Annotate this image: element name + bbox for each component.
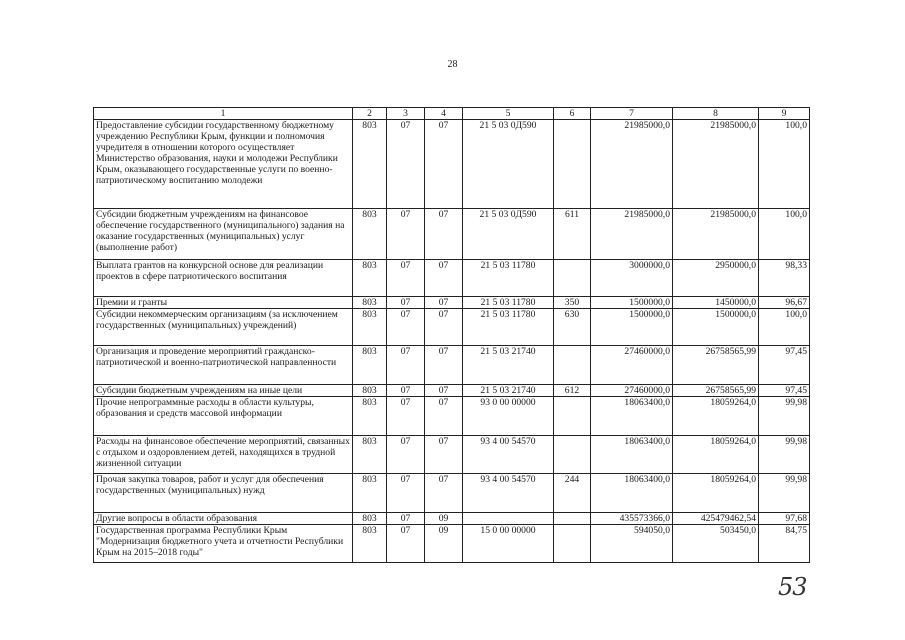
cell-target-article: 93 4 00 54570 [463,436,554,474]
cell-chapter: 803 [353,385,387,397]
column-header: 6 [554,108,591,120]
cell-percent: 99,98 [759,436,810,474]
column-header: 5 [463,108,554,120]
cell-section: 07 [387,474,425,513]
cell-plan: 18063400,0 [591,397,673,436]
row-name: Субсидии некоммерческим организациям (за исключением государственных (муниципальных) учреждений) [94,309,353,346]
table-row [94,525,810,563]
cell-subsection: 09 [425,525,463,563]
column-header: 3 [387,108,425,120]
cell-plan: 594050,0 [591,525,673,563]
cell-subsection: 07 [425,260,463,297]
row-name: Расходы на финансовое обеспечение мероприятий, связанных с отдыхом и оздоровлением детей, находящихся в трудной жизненной ситуации [94,436,353,474]
cell-section: 07 [387,385,425,397]
cell-plan: 435573366,0 [591,513,673,525]
cell-expense-type [554,120,591,209]
budget-table [93,107,810,563]
column-header: 7 [591,108,673,120]
cell-actual: 26758565,99 [673,346,759,385]
cell-subsection: 07 [425,436,463,474]
table-row [94,397,810,436]
cell-target-article: 21 5 03 0Д590 [463,209,554,260]
cell-target-article: 21 5 03 0Д590 [463,120,554,209]
cell-subsection: 07 [425,297,463,309]
cell-plan: 1500000,0 [591,309,673,346]
cell-expense-type [554,436,591,474]
cell-section: 07 [387,309,425,346]
cell-subsection: 07 [425,346,463,385]
column-header: 9 [759,108,810,120]
cell-actual: 21985000,0 [673,120,759,209]
table-row [94,260,810,297]
table-row [94,346,810,385]
cell-actual: 1500000,0 [673,309,759,346]
row-name: Предоставление субсидии государственному бюджетному учреждению Республики Крым, функции и полномочия учредителя в отношении которого осуществляет Министерство образования, науки и молодежи Республики Крым, оказывающего государственные услуги по военно-патриотическому воспитанию молодежи [94,120,353,209]
row-name: Государственная программа Республики Крым "Модернизация бюджетного учета и отчетности Республики Крым на 2015–2018 годы" [94,525,353,563]
cell-chapter: 803 [353,397,387,436]
cell-plan: 21985000,0 [591,209,673,260]
cell-chapter: 803 [353,209,387,260]
table-row [94,209,810,260]
cell-chapter: 803 [353,346,387,385]
cell-subsection: 07 [425,120,463,209]
table-row [94,513,810,525]
cell-actual: 1450000,0 [673,297,759,309]
cell-percent: 84,75 [759,525,810,563]
header-row [94,108,810,120]
cell-percent: 99,98 [759,397,810,436]
cell-percent: 96,67 [759,297,810,309]
cell-target-article: 21 5 03 21740 [463,385,554,397]
cell-percent: 98,33 [759,260,810,297]
cell-chapter: 803 [353,309,387,346]
table-row [94,309,810,346]
cell-section: 07 [387,513,425,525]
cell-percent: 97,45 [759,385,810,397]
cell-subsection: 07 [425,385,463,397]
cell-plan: 18063400,0 [591,436,673,474]
row-name: Субсидии бюджетным учреждениям на иные цели [94,385,353,397]
row-name: Выплата грантов на конкурсной основе для реализации проектов в сфере патриотического воспитания [94,260,353,297]
cell-expense-type: 612 [554,385,591,397]
column-header: 4 [425,108,463,120]
row-name: Прочая закупка товаров, работ и услуг для обеспечения государственных (муниципальных) нужд [94,474,353,513]
cell-percent: 97,45 [759,346,810,385]
row-name: Организация и проведение мероприятий гражданско-патриотической и военно-патриотической направленности [94,346,353,385]
cell-actual: 2950000,0 [673,260,759,297]
cell-plan: 27460000,0 [591,385,673,397]
cell-actual: 18059264,0 [673,397,759,436]
table-row [94,474,810,513]
cell-expense-type: 350 [554,297,591,309]
cell-percent: 97,68 [759,513,810,525]
cell-chapter: 803 [353,297,387,309]
cell-chapter: 803 [353,474,387,513]
cell-target-article: 21 5 03 11780 [463,260,554,297]
cell-plan: 18063400,0 [591,474,673,513]
cell-target-article: 15 0 00 00000 [463,525,554,563]
cell-chapter: 803 [353,525,387,563]
cell-plan: 21985000,0 [591,120,673,209]
cell-subsection: 07 [425,397,463,436]
cell-chapter: 803 [353,436,387,474]
table-row [94,436,810,474]
table-row [94,385,810,397]
cell-subsection: 07 [425,209,463,260]
cell-section: 07 [387,525,425,563]
cell-target-article: 93 4 00 54570 [463,474,554,513]
cell-plan: 1500000,0 [591,297,673,309]
cell-actual: 503450,0 [673,525,759,563]
cell-section: 07 [387,260,425,297]
cell-target-article: 21 5 03 11780 [463,297,554,309]
cell-section: 07 [387,436,425,474]
table-row [94,120,810,209]
cell-percent: 99,98 [759,474,810,513]
cell-target-article [463,513,554,525]
cell-actual: 21985000,0 [673,209,759,260]
cell-expense-type [554,513,591,525]
cell-expense-type [554,397,591,436]
column-header: 1 [94,108,353,120]
cell-subsection: 07 [425,474,463,513]
row-name: Премии и гранты [94,297,353,309]
cell-subsection: 09 [425,513,463,525]
cell-expense-type [554,260,591,297]
cell-expense-type [554,525,591,563]
row-name: Субсидии бюджетным учреждениям на финансовое обеспечение государственного (муниципального) задания на оказание государственных (муниципальных) услуг (выполнение работ) [94,209,353,260]
cell-actual: 18059264,0 [673,474,759,513]
cell-target-article: 21 5 03 21740 [463,346,554,385]
cell-actual: 18059264,0 [673,436,759,474]
page-number: 28 [447,59,458,70]
cell-target-article: 93 0 00 00000 [463,397,554,436]
table-row [94,297,810,309]
cell-section: 07 [387,120,425,209]
row-name: Другие вопросы в области образования [94,513,353,525]
cell-target-article: 21 5 03 11780 [463,309,554,346]
cell-chapter: 803 [353,513,387,525]
cell-expense-type [554,346,591,385]
row-name: Прочие непрограммные расходы в области культуры, образования и средств массовой информации [94,397,353,436]
cell-section: 07 [387,397,425,436]
cell-chapter: 803 [353,260,387,297]
cell-percent: 100,0 [759,209,810,260]
cell-section: 07 [387,209,425,260]
cell-actual: 425479462,54 [673,513,759,525]
cell-percent: 100,0 [759,120,810,209]
cell-expense-type: 611 [554,209,591,260]
cell-expense-type: 244 [554,474,591,513]
cell-subsection: 07 [425,309,463,346]
cell-percent: 100,0 [759,309,810,346]
column-header: 2 [353,108,387,120]
cell-chapter: 803 [353,120,387,209]
cell-section: 07 [387,346,425,385]
cell-plan: 27460000,0 [591,346,673,385]
cell-actual: 26758565,99 [673,385,759,397]
column-header: 8 [673,108,759,120]
handwritten-page-mark: 53 [778,573,807,601]
cell-expense-type: 630 [554,309,591,346]
cell-plan: 3000000,0 [591,260,673,297]
cell-section: 07 [387,297,425,309]
